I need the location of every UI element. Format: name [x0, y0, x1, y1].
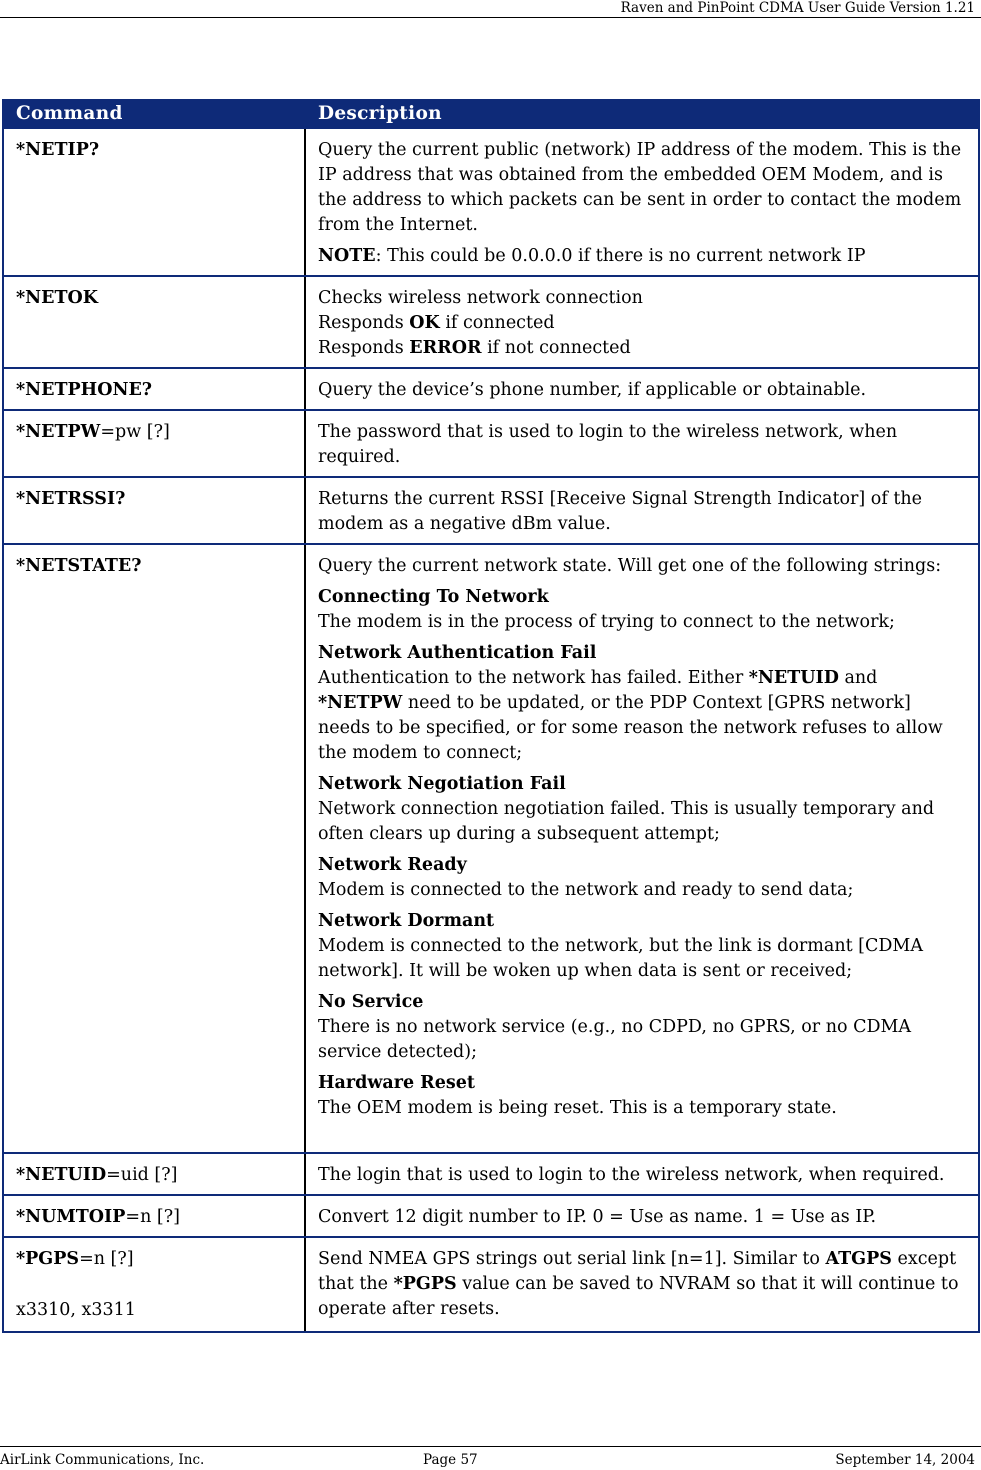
command-cell: [3, 128, 305, 276]
description-cell: [305, 544, 979, 1153]
text-fragment: if not connected: [481, 338, 631, 358]
command-name: *PGPS: [16, 1249, 80, 1269]
state-item: [318, 909, 966, 984]
table-row: [3, 477, 979, 544]
command-cell: [3, 1153, 305, 1195]
state-name: Hardware Reset: [318, 1073, 475, 1093]
description-cell: [305, 368, 979, 410]
command-cell: [3, 410, 305, 477]
table-header-row: [3, 100, 979, 128]
command-cell: [3, 276, 305, 368]
column-header-command: Command: [3, 100, 305, 128]
table-row: [3, 128, 979, 276]
state-item: [318, 772, 966, 847]
table-row: [3, 1195, 979, 1237]
table-row: [3, 368, 979, 410]
description-text: Query the current public (network) IP address of the modem. This is the IP address that was obtained from the embedded OEM Modem, and is the address to which packets can be sent in order to contact the modem from the Internet.: [318, 140, 962, 235]
description-text: [318, 1247, 966, 1322]
table-row: [3, 276, 979, 368]
supported-models: x3310, x3311: [16, 1300, 136, 1320]
state-name: Network Negotiation Fail: [318, 774, 566, 794]
command-argument: =pw [?]: [100, 422, 170, 442]
command-name: *NETUID: [16, 1165, 107, 1185]
description-text: The login that is used to login to the wireless network, when required.: [318, 1165, 945, 1185]
description-text: [318, 311, 966, 336]
command-name: *NETRSSI?: [16, 489, 126, 509]
page-header-title: Raven and PinPoint CDMA User Guide Version 1.21: [620, 0, 975, 16]
state-name: Network Authentication Fail: [318, 643, 597, 663]
command-argument: =uid [?]: [106, 1165, 178, 1185]
description-cell: [305, 1237, 979, 1332]
state-description: Modem is connected to the network, but the link is dormant [CDMA network]. It will be woken up when data is sent or received;: [318, 936, 923, 981]
pgps-reference: *PGPS: [393, 1274, 457, 1294]
state-description: Network connection negotiation failed. This is usually temporary and often clears up during a subsequent attempt;: [318, 799, 935, 844]
description-text: [318, 336, 966, 361]
state-item: [318, 641, 966, 766]
note-label: NOTE: [318, 246, 376, 266]
description-text: Query the device’s phone number, if applicable or obtainable.: [318, 380, 867, 400]
state-name: Connecting To Network: [318, 587, 549, 607]
command-argument: =n [?]: [79, 1249, 134, 1269]
table-row: [3, 1153, 979, 1195]
footer-rule: [0, 1446, 981, 1447]
text-fragment: except that the: [318, 1249, 957, 1294]
state-name: Network Ready: [318, 855, 467, 875]
command-name: *NETSTATE?: [16, 556, 142, 576]
atgps-reference: ATGPS: [825, 1249, 892, 1269]
footer-page-number: Page 57: [423, 1452, 478, 1468]
table-row: [3, 410, 979, 477]
state-description: Authentication to the network has failed. Either: [318, 668, 749, 688]
state-description: Modem is connected to the network and ready to send data;: [318, 880, 854, 900]
description-cell: [305, 1153, 979, 1195]
description-text: Checks wireless network connection: [318, 288, 643, 308]
state-item: [318, 1071, 966, 1121]
note-text: [318, 244, 966, 269]
column-header-description: Description: [305, 100, 979, 128]
command-name: *NUMTOIP: [16, 1207, 126, 1227]
command-table: [2, 99, 980, 1333]
footer-date: September 14, 2004: [835, 1452, 975, 1468]
text-fragment: if connected: [439, 313, 555, 333]
text-fragment: value can be saved to NVRAM so that it will continue to operate after resets.: [318, 1274, 959, 1319]
description-text: Returns the current RSSI [Receive Signal Strength Indicator] of the modem as a negative dBm value.: [318, 489, 923, 534]
command-name: *NETPW: [16, 422, 101, 442]
text-fragment: Responds: [318, 338, 410, 358]
description-cell: [305, 477, 979, 544]
text-fragment: Send NMEA GPS strings out serial link [n=1]. Similar to: [318, 1249, 826, 1269]
state-description: The OEM modem is being reset. This is a temporary state.: [318, 1098, 837, 1118]
command-name: *NETPHONE?: [16, 380, 153, 400]
command-cell: [3, 1237, 305, 1332]
description-cell: [305, 276, 979, 368]
state-name: Network Dormant: [318, 911, 495, 931]
netpw-reference: *NETPW: [318, 693, 403, 713]
text-fragment: need to be updated, or the PDP Context [GPRS network] needs to be specified, or for some reason the network refuses to allow the modem to connect;: [318, 693, 943, 763]
state-item: [318, 585, 966, 635]
description-text: Convert 12 digit number to IP. 0 = Use as name. 1 = Use as IP.: [318, 1207, 877, 1227]
state-name: No Service: [318, 992, 424, 1012]
state-item: [318, 853, 966, 903]
description-text: Query the current network state. Will get one of the following strings:: [318, 556, 942, 576]
command-cell: [3, 477, 305, 544]
description-cell: [305, 1195, 979, 1237]
state-description: There is no network service (e.g., no CDPD, no GPRS, or no CDMA service detected);: [318, 1017, 912, 1062]
table-row: [3, 544, 979, 1153]
ok-keyword: OK: [409, 313, 440, 333]
footer-company: AirLink Communications, Inc.: [0, 1452, 205, 1468]
command-argument: =n [?]: [125, 1207, 180, 1227]
description-cell: [305, 128, 979, 276]
note-body: : This could be 0.0.0.0 if there is no current network IP: [375, 246, 866, 266]
command-cell: [3, 368, 305, 410]
table-row: [3, 1237, 979, 1332]
command-cell: [3, 1195, 305, 1237]
description-text: The password that is used to login to the wireless network, when required.: [318, 422, 898, 467]
command-cell: [3, 544, 305, 1153]
command-name: *NETIP?: [16, 140, 100, 160]
description-cell: [305, 410, 979, 477]
state-description: The modem is in the process of trying to connect to the network;: [318, 612, 895, 632]
error-keyword: ERROR: [409, 338, 482, 358]
state-item: [318, 990, 966, 1065]
command-name: *NETOK: [16, 288, 98, 308]
netuid-reference: *NETUID: [748, 668, 839, 688]
text-fragment: and: [838, 668, 878, 688]
header-rule: [0, 17, 981, 18]
text-fragment: Responds: [318, 313, 410, 333]
